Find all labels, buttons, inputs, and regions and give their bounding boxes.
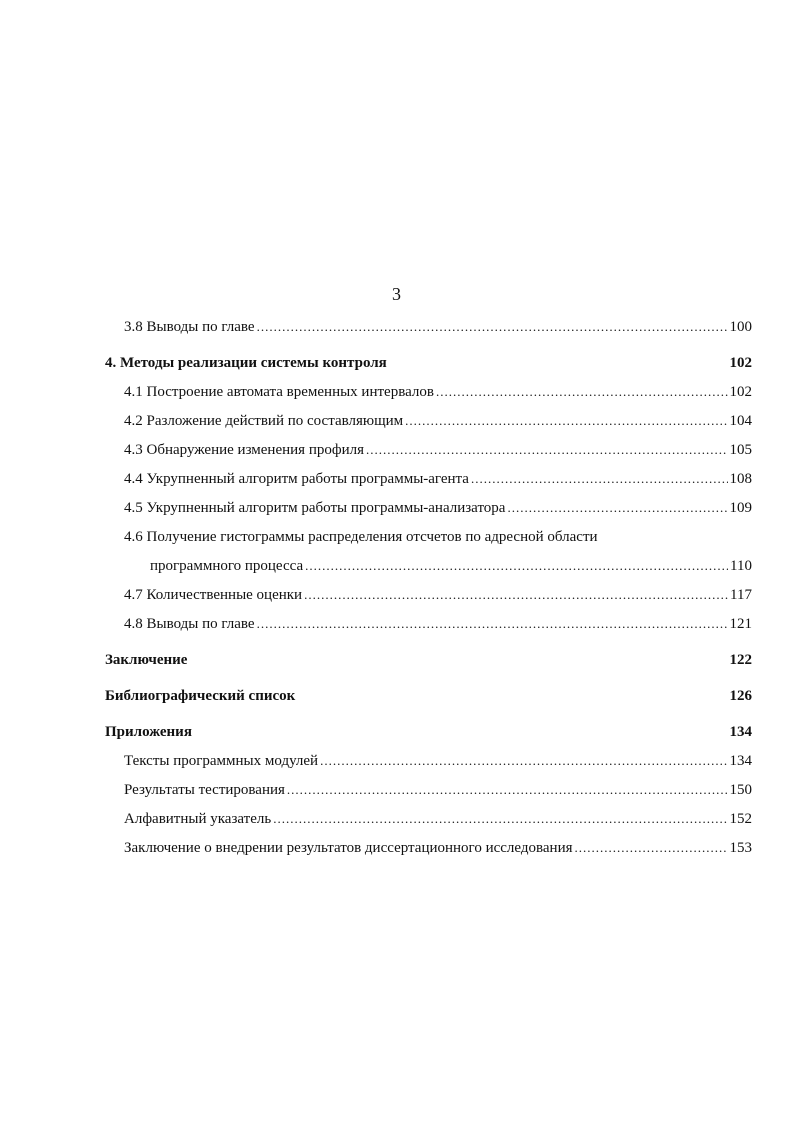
toc-entry-page: 152 <box>729 811 752 827</box>
table-of-contents <box>105 313 752 863</box>
toc-chapter-page: 134 <box>729 724 752 740</box>
dot-leader <box>507 500 727 516</box>
toc-entry-page: 150 <box>729 782 752 798</box>
toc-entry-4-8 <box>105 610 752 639</box>
toc-entry-title: 4.1 Построение автомата временных интервалов <box>124 384 434 400</box>
toc-entry-page: 104 <box>729 413 752 429</box>
toc-entry-4-4 <box>105 465 752 494</box>
toc-entry-page: 100 <box>729 319 752 335</box>
toc-entry-title: Тексты программных модулей <box>124 753 319 769</box>
dot-leader <box>273 811 727 827</box>
toc-entry-appendix-1 <box>105 747 752 776</box>
toc-entry-page: 153 <box>729 840 752 856</box>
toc-entry-appendix-4 <box>105 834 752 863</box>
toc-entry-page: 110 <box>730 558 752 574</box>
toc-entry-title: 4.7 Количественные оценки <box>124 587 303 603</box>
dot-leader <box>471 471 728 487</box>
dot-leader <box>257 616 728 632</box>
toc-entry-4-6-line2 <box>105 552 752 581</box>
toc-entry-title: 3.8 Выводы по главе <box>124 319 255 335</box>
dot-leader <box>320 753 727 769</box>
dot-leader <box>436 384 728 400</box>
toc-chapter-page: 122 <box>729 652 752 668</box>
toc-entry-page: 105 <box>729 442 752 458</box>
dot-leader <box>575 840 728 856</box>
toc-chapter-page: 102 <box>729 355 752 371</box>
toc-entry-appendix-2 <box>105 776 752 805</box>
toc-chapter-page: 126 <box>729 688 752 704</box>
toc-chapter-title: Библиографический список <box>105 688 296 704</box>
toc-entry-page: 102 <box>729 384 752 400</box>
toc-chapter-conclusion <box>105 639 752 675</box>
toc-entry-4-3 <box>105 436 752 465</box>
toc-entry-4-5 <box>105 494 752 523</box>
toc-entry-title: 4.6 Получение гистограммы распределения отсчетов по адресной области <box>124 529 598 545</box>
toc-entry-3-8 <box>105 313 752 342</box>
toc-entry-page: 134 <box>729 753 752 769</box>
toc-entry-title: 4.5 Укрупненный алгоритм работы программы-анализатора <box>124 500 506 516</box>
dot-leader <box>405 413 727 429</box>
toc-entry-title: Алфавитный указатель <box>124 811 272 827</box>
toc-entry-title: Заключение о внедрении результатов диссертационного исследования <box>124 840 573 856</box>
toc-entry-4-2 <box>105 407 752 436</box>
dot-leader <box>304 587 728 603</box>
toc-entry-title: 4.4 Укрупненный алгоритм работы программы-агента <box>124 471 469 487</box>
toc-entry-appendix-3 <box>105 805 752 834</box>
toc-entry-page: 117 <box>730 587 752 603</box>
toc-entry-4-6-line1 <box>105 523 752 552</box>
dot-leader <box>287 782 728 798</box>
toc-chapter-bibliography <box>105 675 752 711</box>
toc-chapter-appendices <box>105 711 752 747</box>
dot-leader <box>305 558 728 574</box>
toc-chapter-4 <box>105 342 752 378</box>
toc-chapter-title: Заключение <box>105 652 188 668</box>
page-number: 3 <box>392 284 401 304</box>
toc-entry-4-7 <box>105 581 752 610</box>
dot-leader <box>366 442 728 458</box>
toc-entry-title: Результаты тестирования <box>124 782 285 798</box>
toc-entry-page: 121 <box>729 616 752 632</box>
toc-entry-title: 4.8 Выводы по главе <box>124 616 255 632</box>
toc-entry-page: 109 <box>729 500 752 516</box>
toc-entry-page: 108 <box>729 471 752 487</box>
toc-chapter-title: Приложения <box>105 724 192 740</box>
toc-entry-title: 4.2 Разложение действий по составляющим <box>124 413 404 429</box>
dot-leader <box>257 319 728 335</box>
toc-chapter-title: 4. Методы реализации системы контроля <box>105 355 387 371</box>
toc-entry-4-1 <box>105 378 752 407</box>
toc-entry-title-continued: программного процесса <box>150 558 304 574</box>
toc-entry-title: 4.3 Обнаружение изменения профиля <box>124 442 364 458</box>
